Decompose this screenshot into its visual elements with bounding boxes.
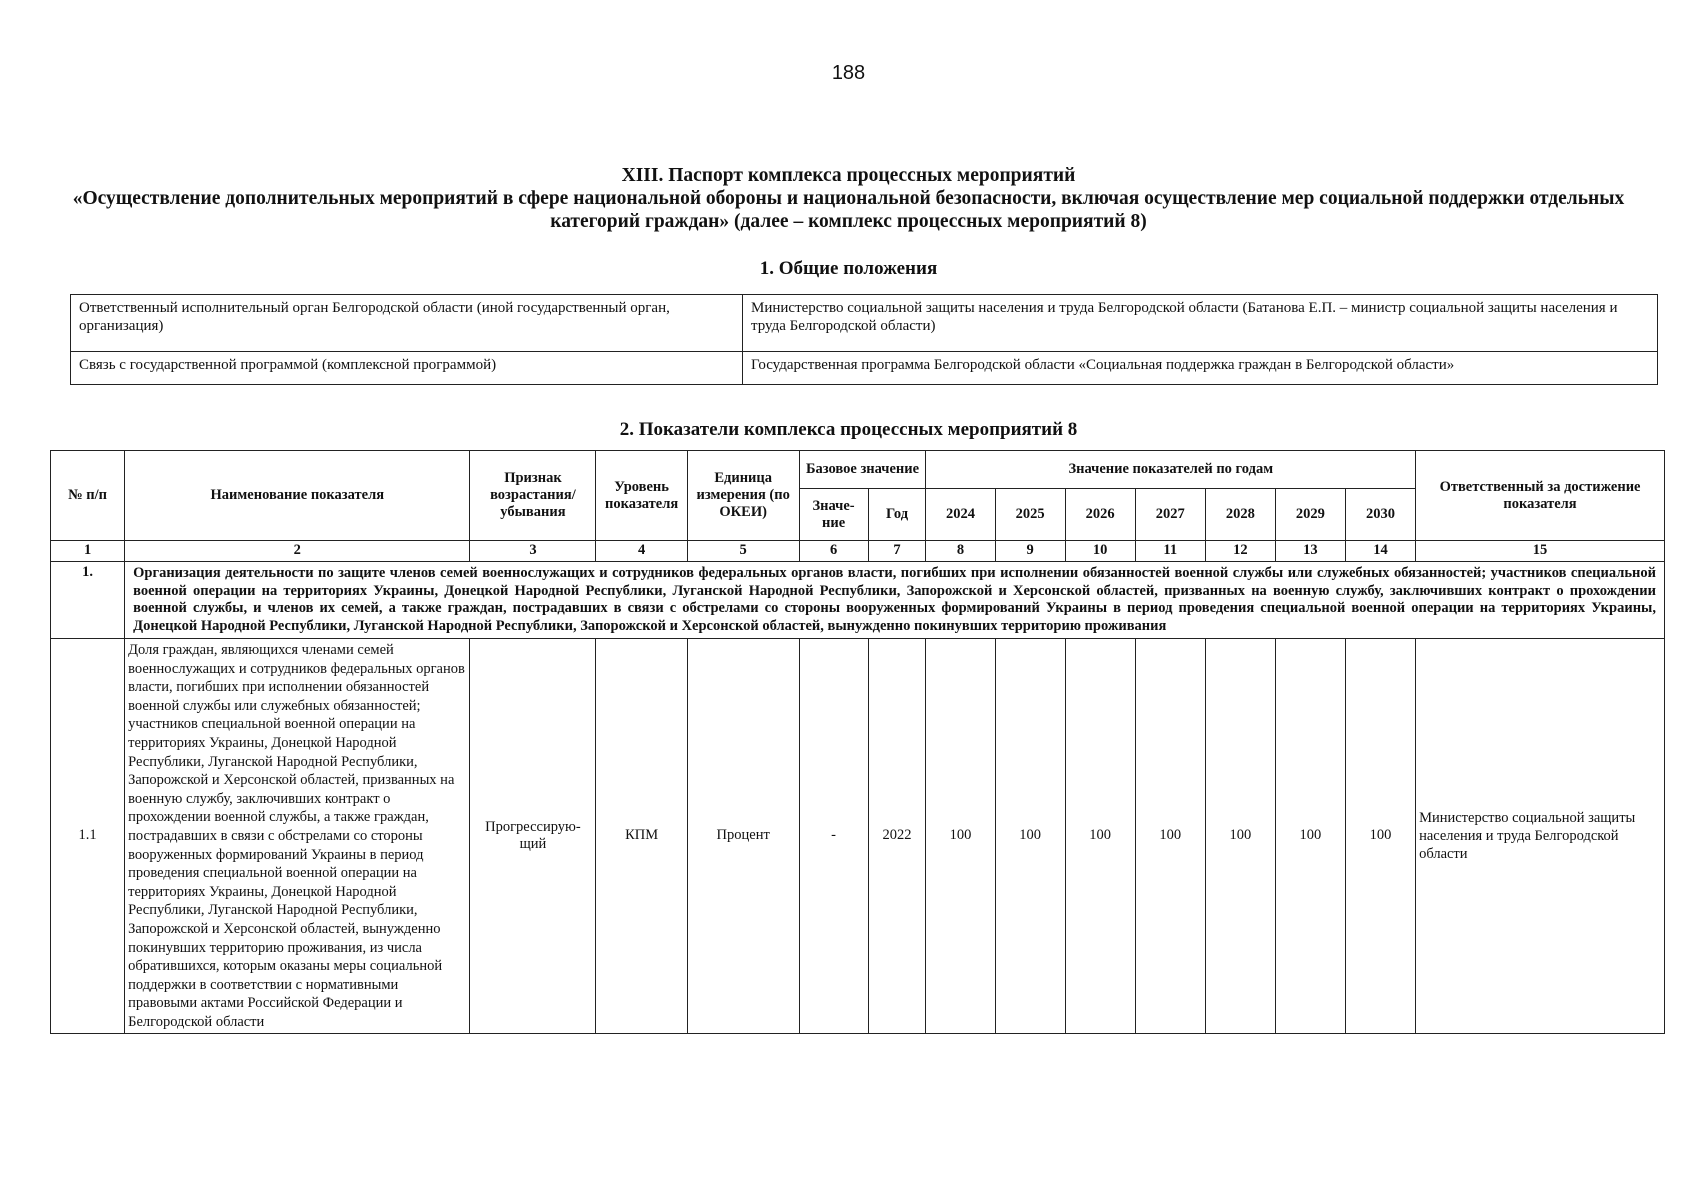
row-base-value: - — [799, 639, 868, 1034]
row-value-2026: 100 — [1065, 639, 1135, 1034]
row-value-2030: 100 — [1345, 639, 1415, 1034]
header-base-value: Значе-ние — [799, 489, 868, 541]
row-value-2028: 100 — [1205, 639, 1275, 1034]
table-row — [51, 639, 1665, 1034]
header-row-1 — [51, 451, 1665, 489]
row-value-2027: 100 — [1135, 639, 1205, 1034]
column-number: 4 — [596, 541, 687, 562]
header-base: Базовое значение — [799, 451, 926, 489]
row-value-2024: 100 — [926, 639, 995, 1034]
column-number: 7 — [868, 541, 926, 562]
header-year: 2025 — [995, 489, 1065, 541]
general-label: Связь с государственной программой (комплексной программой) — [71, 352, 743, 385]
title-line-1: XIII. Паспорт комплекса процессных мероприятий — [621, 165, 1076, 186]
group-num: 1. — [51, 562, 125, 639]
header-year: 2024 — [926, 489, 995, 541]
page-number: 188 — [831, 62, 866, 84]
header-year: 2029 — [1275, 489, 1345, 541]
row-unit: Процент — [687, 639, 799, 1034]
header-name: Наименование показателя — [125, 451, 470, 541]
column-number: 10 — [1065, 541, 1135, 562]
column-number: 3 — [470, 541, 596, 562]
column-number: 11 — [1135, 541, 1205, 562]
section-1-title: 1. Общие положения — [759, 258, 938, 279]
column-number: 1 — [51, 541, 125, 562]
column-number: 8 — [926, 541, 995, 562]
header-unit: Единица измерения (по ОКЕИ) — [687, 451, 799, 541]
general-row — [71, 352, 1658, 385]
column-number: 13 — [1275, 541, 1345, 562]
group-row — [51, 562, 1665, 639]
column-number: 15 — [1416, 541, 1665, 562]
document-title — [60, 164, 1637, 233]
general-provisions-table — [70, 294, 1658, 385]
header-year: 2028 — [1205, 489, 1275, 541]
header-trend: Признак возрастания/ убывания — [470, 451, 596, 541]
general-value: Государственная программа Белгородской области «Социальная поддержка граждан в Белгородской области» — [743, 352, 1658, 385]
column-number: 12 — [1205, 541, 1275, 562]
header-year: 2026 — [1065, 489, 1135, 541]
column-number: 5 — [687, 541, 799, 562]
row-trend: Прогрессирую-щий — [470, 639, 596, 1034]
column-number: 14 — [1345, 541, 1415, 562]
row-value-2025: 100 — [995, 639, 1065, 1034]
indicators-table — [50, 450, 1665, 1034]
header-year: 2027 — [1135, 489, 1205, 541]
title-line-2: «Осуществление дополнительных мероприятий в сфере национальной обороны и национальной безопасности, включая осуществление мер социальной поддержки отдельных категорий граждан» (далее – комплекс процессных мероприятий 8) — [72, 188, 1625, 232]
header-num: № п/п — [51, 451, 125, 541]
row-num: 1.1 — [51, 639, 125, 1034]
header-year: 2030 — [1345, 489, 1415, 541]
row-responsible: Министерство социальной защиты населения и труда Белгородской области — [1416, 639, 1665, 1034]
column-numbers-row — [51, 541, 1665, 562]
general-label: Ответственный исполнительный орган Белгородской области (иной государственный орган, организация) — [71, 295, 743, 352]
group-text: Организация деятельности по защите членов семей военнослужащих и сотрудников федеральных органов власти, погибших при исполнении обязанностей военной службы или служебных обязанностей; участников специальной военной операции на территориях Украины, Донецкой Народной Республики, Луганской Народной Республики, Запорожской и Херсонской областей, призванных на военную службу, заключивших контракт о прохождении военной службы, и членов их семей, а также граждан, пострадавших в связи с обстрелами со стороны вооруженных формирований Украины в период проведения специальной военной операции на территориях Украины, Донецкой Народной Республики, Луганской Народной Республики, Запорожской и Херсонской областей, вынужденно покинувших территорию проживания — [125, 562, 1665, 639]
row-base-year: 2022 — [868, 639, 926, 1034]
general-value: Министерство социальной защиты населения и труда Белгородской области (Батанова Е.П. – министр социальной защиты населения и труда Белгородской области) — [743, 295, 1658, 352]
column-number: 2 — [125, 541, 470, 562]
general-row — [71, 295, 1658, 352]
row-value-2029: 100 — [1275, 639, 1345, 1034]
row-level: КПМ — [596, 639, 687, 1034]
header-responsible: Ответственный за достижение показателя — [1416, 451, 1665, 541]
section-2-title: 2. Показатели комплекса процессных мероприятий 8 — [619, 419, 1078, 440]
row-name: Доля граждан, являющихся членами семей военнослужащих и сотрудников федеральных органов власти, погибших при исполнении обязанностей военной службы или служебных обязанностей; участников специальной военной операции на территориях Украины, Донецкой Народной Республики, Луганской Народной Республики, Запорожской и Херсонской областей, призванных на военную службу, заключивших контракт о прохождении военной службы, а также граждан, пострадавших в связи с обстрелами со стороны вооруженных формирований Украины в период проведения специальной военной операции на территориях Украины, Донецкой Народной Республики, Луганской Народной Республики, Запорожской и Херсонской областей, вынужденно покинувших территорию проживания, из числа обратившихся, которым оказаны меры социальной поддержки в соответствии с нормативными правовыми актами Российской Федерации и Белгородской области — [125, 639, 470, 1034]
column-number: 9 — [995, 541, 1065, 562]
header-years-group: Значение показателей по годам — [926, 451, 1416, 489]
header-level: Уровень показателя — [596, 451, 687, 541]
header-base-year: Год — [868, 489, 926, 541]
column-number: 6 — [799, 541, 868, 562]
